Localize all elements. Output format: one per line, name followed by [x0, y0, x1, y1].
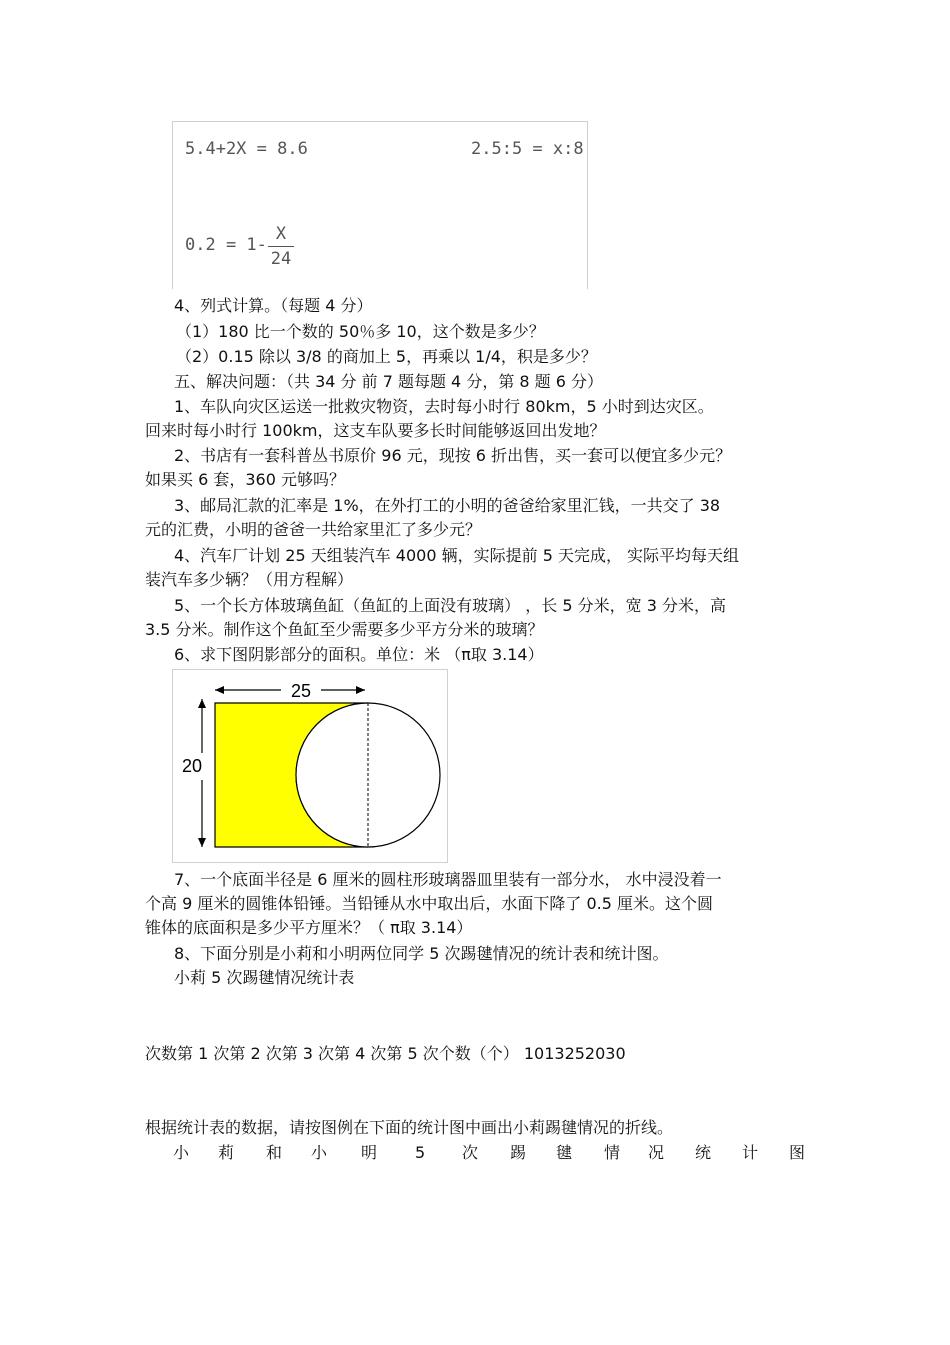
width-arrowhead-right: [356, 686, 365, 694]
problem-2-line-2: 如果买 6 套，360 元够吗？: [145, 470, 345, 489]
question-4-1: （1）180 比一个数的 50％多 10，这个数是多少？: [176, 322, 545, 341]
chart-title-char: 小: [173, 1143, 190, 1162]
question-4-2: （2）0.15 除以 3/8 的商加上 5，再乘以 1/4，积是多少？: [176, 347, 597, 366]
problem-5-line-2: 3.5 分米。制作这个鱼缸至少需要多少平方分米的玻璃？: [145, 620, 544, 639]
problem-5-line-1: 5、一个长方体玻璃鱼缸（鱼缸的上面没有玻璃） ，长 5 分米，宽 3 分米，高: [174, 596, 726, 615]
fraction-denominator: 24: [270, 249, 292, 269]
equation-3: 0.2 = 1-: [185, 235, 267, 255]
height-arrowhead-bottom: [198, 838, 206, 847]
problem-6-line: 6、求下图阴影部分的面积。单位：米 （π取 3.14）: [174, 645, 544, 664]
problem-2-line-1: 2、书店有一套科普丛书原价 96 元，现按 6 折出售，买一套可以便宜多少元？: [174, 446, 732, 465]
section-4-heading: 4、列式计算。（每题 4 分）: [174, 296, 373, 315]
equation-3-fraction: [268, 224, 294, 269]
chart-title-char: 和: [266, 1143, 283, 1162]
chart-title-char: 明: [361, 1143, 378, 1162]
chart-title-char: 况: [648, 1143, 665, 1162]
fraction-bar: [268, 246, 294, 247]
chart-title-char: 图: [789, 1143, 806, 1162]
equations-box: [172, 121, 588, 289]
problem-3-line-1: 3、邮局汇款的汇率是 1%，在外打工的小明的爸爸给家里汇钱，一共交了 38: [174, 496, 721, 515]
problem-1-line-2: 回来时每小时行 100km，这支车队要多长时间能够返回出发地？: [145, 421, 606, 440]
chart-title-char: 毽: [556, 1143, 573, 1162]
width-label: 25: [290, 681, 312, 701]
chart-title-char: 小: [311, 1143, 328, 1162]
shaded-area-figure: [172, 669, 448, 863]
equation-1: 5.4+2X = 8.6: [185, 139, 308, 159]
fraction-numerator: X: [275, 224, 287, 244]
chart-title-char: 次: [462, 1143, 479, 1162]
problem-4-line-1: 4、汽车厂计划 25 天组装汽车 4000 辆，实际提前 5 天完成， 实际平均每天组: [174, 546, 740, 565]
equation-2: 2.5:5 = x:8: [471, 139, 584, 159]
problem-3-line-2: 元的汇费，小明的爸爸一共给家里汇了多少元？: [145, 520, 482, 539]
problem-8-line: 8、下面分别是小莉和小明两位同学 5 次踢毽情况的统计表和统计图。: [174, 944, 669, 963]
table-content-row: 次数第 1 次第 2 次第 3 次第 4 次第 5 次个数（个） 1013252030: [145, 1044, 626, 1063]
problem-1-line-1: 1、车队向灾区运送一批救灾物资，去时每小时行 80km，5 小时到达灾区。: [174, 397, 714, 416]
problem-4-line-2: 装汽车多少辆？（用方程解）: [145, 570, 354, 589]
problem-7-line-3: 锥体的底面积是多少平方厘米？（ π取 3.14）: [145, 918, 473, 937]
problem-7-line-1: 7、一个底面半径是 6 厘米的圆柱形玻璃器皿里装有一部分水， 水中浸没着一: [174, 870, 722, 889]
chart-instruction: 根据统计表的数据，请按图例在下面的统计图中画出小莉踢毽情况的折线。: [145, 1118, 674, 1137]
table-title: 小莉 5 次踢毽情况统计表: [174, 968, 355, 987]
chart-title-char: 情: [604, 1143, 621, 1162]
width-arrowhead-left: [215, 686, 224, 694]
height-label: 20: [181, 756, 203, 776]
problem-7-line-2: 个高 9 厘米的圆锥体铅锤。当铅锤从水中取出后，水面下降了 0.5 厘米。这个圆: [145, 894, 713, 913]
chart-title-char: 计: [742, 1143, 759, 1162]
chart-title-char: 踢: [510, 1143, 527, 1162]
chart-title-char: 莉: [218, 1143, 235, 1162]
chart-title-char: 统: [695, 1143, 712, 1162]
section-5-heading: 五、解决问题：（共 34 分 前 7 题每题 4 分，第 8 题 6 分）: [174, 372, 604, 391]
height-arrowhead-top: [198, 699, 206, 708]
chart-title-char: 5: [415, 1143, 426, 1162]
